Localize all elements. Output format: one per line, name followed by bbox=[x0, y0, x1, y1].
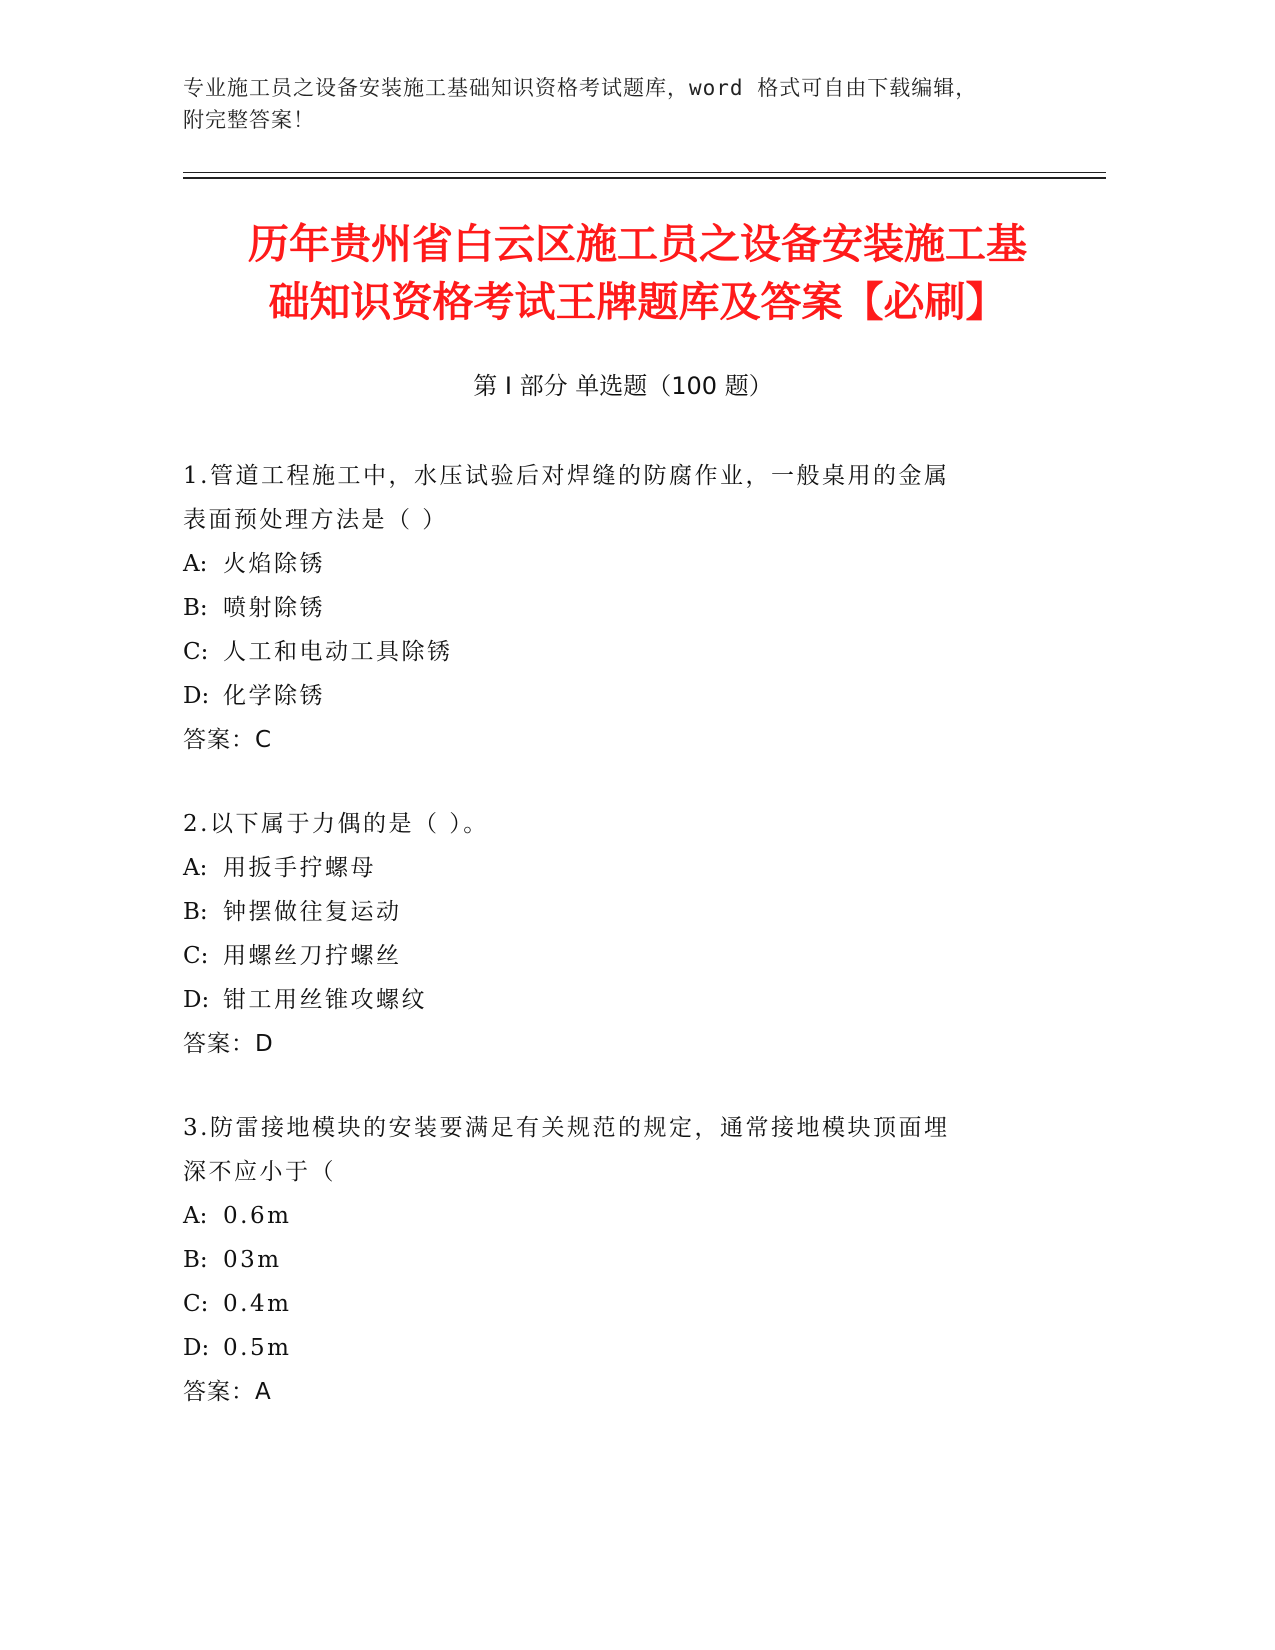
option-c bbox=[183, 1282, 1063, 1326]
option-text: 火焰除锈 bbox=[223, 551, 325, 577]
option-text: 0.5m bbox=[223, 1335, 292, 1361]
question-stem-line: 深不应小于（ bbox=[183, 1159, 336, 1185]
answer-line: 答案：D bbox=[183, 1031, 274, 1057]
question-stem-line: 表面预处理方法是（ ） bbox=[183, 507, 448, 533]
option-text: 钟摆做往复运动 bbox=[223, 899, 402, 925]
option-a bbox=[183, 846, 1063, 890]
option-b bbox=[183, 1238, 1063, 1282]
option-b bbox=[183, 890, 1063, 934]
option-d bbox=[183, 674, 1063, 718]
option-a bbox=[183, 542, 1063, 586]
question-stem-line: 2.以下属于力偶的是（ ）。 bbox=[183, 811, 489, 837]
question-stem-line: 1.管道工程施工中，水压试验后对焊缝的防腐作业，一般桌用的金属 bbox=[183, 463, 950, 489]
header-divider-thick bbox=[183, 177, 1106, 179]
option-letter: D: bbox=[183, 1335, 210, 1361]
option-text: 用螺丝刀拧螺丝 bbox=[223, 943, 402, 969]
option-letter: A: bbox=[183, 551, 208, 577]
section-heading: 第 I 部分 单选题（100 题） bbox=[473, 372, 773, 400]
option-letter: C: bbox=[183, 639, 209, 665]
option-text: 0.6m bbox=[223, 1203, 292, 1229]
option-d bbox=[183, 978, 1063, 1022]
option-c bbox=[183, 934, 1063, 978]
option-letter: B: bbox=[183, 595, 208, 621]
option-text: 0.4m bbox=[223, 1291, 292, 1317]
intro-line: 附完整答案！ bbox=[183, 108, 315, 132]
question-3 bbox=[183, 1106, 1063, 1414]
option-letter: B: bbox=[183, 899, 208, 925]
option-c bbox=[183, 630, 1063, 674]
answer-line: 答案：C bbox=[183, 727, 273, 753]
option-text: 喷射除锈 bbox=[223, 595, 325, 621]
option-letter: A: bbox=[183, 855, 208, 881]
option-text: 03m bbox=[223, 1247, 282, 1273]
option-letter: B: bbox=[183, 1247, 208, 1273]
option-letter: C: bbox=[183, 943, 209, 969]
option-text: 人工和电动工具除锈 bbox=[223, 639, 453, 665]
title-line: 历年贵州省白云区施工员之设备安装施工基 bbox=[248, 220, 1027, 268]
option-b bbox=[183, 586, 1063, 630]
intro-line: 专业施工员之设备安装施工基础知识资格考试题库，word 格式可自由下载编辑， bbox=[183, 76, 978, 100]
option-a bbox=[183, 1194, 1063, 1238]
option-text: 用扳手拧螺母 bbox=[223, 855, 376, 881]
option-d bbox=[183, 1326, 1063, 1370]
answer-line: 答案：A bbox=[183, 1379, 272, 1405]
option-letter: A: bbox=[183, 1203, 208, 1229]
header-divider-thin bbox=[183, 172, 1106, 173]
option-letter: D: bbox=[183, 683, 210, 709]
option-text: 钳工用丝锥攻螺纹 bbox=[223, 987, 427, 1013]
question-2 bbox=[183, 802, 1063, 1066]
option-text: 化学除锈 bbox=[223, 683, 325, 709]
question-1 bbox=[183, 454, 1063, 762]
option-letter: D: bbox=[183, 987, 210, 1013]
title-line: 础知识资格考试王牌题库及答案【必刷】 bbox=[268, 278, 1007, 326]
document-title bbox=[150, 215, 1125, 331]
question-stem-line: 3.防雷接地模块的安装要满足有关规范的规定，通常接地模块顶面埋 bbox=[183, 1115, 950, 1141]
intro-text bbox=[183, 72, 1063, 136]
option-letter: C: bbox=[183, 1291, 209, 1317]
